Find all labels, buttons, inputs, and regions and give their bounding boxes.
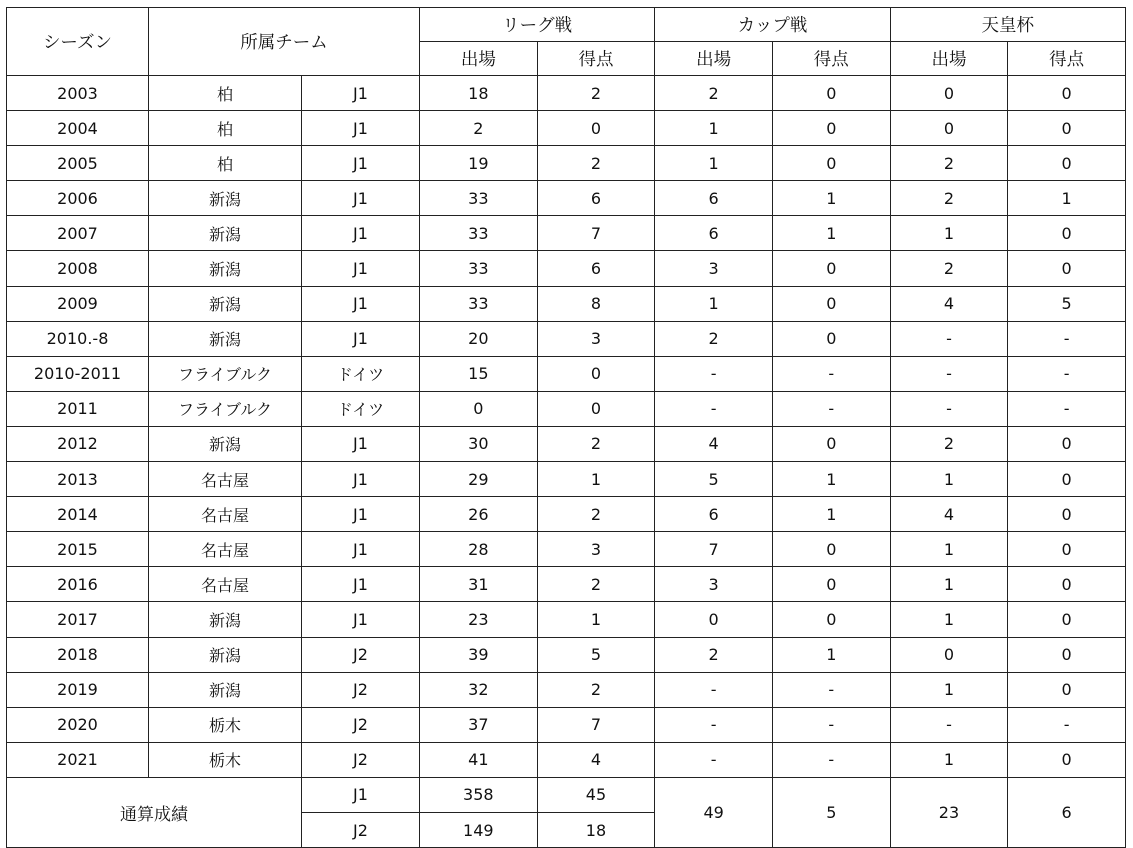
cell-emperor-apps: 1 [890,602,1008,637]
cell-team: 新潟 [149,426,302,461]
cell-league-apps: 33 [420,181,538,216]
cell-emperor-apps: 1 [890,567,1008,602]
cell-emperor-goals: 0 [1008,426,1126,461]
cell-cup-apps: 5 [655,462,773,497]
totals-cup-apps: 49 [655,777,773,847]
table-row [7,532,1126,567]
cell-league-apps: 39 [420,637,538,672]
cell-emperor-apps: 0 [890,637,1008,672]
cell-league-goals: 6 [537,251,655,286]
cell-cup-goals: 1 [772,462,890,497]
cell-emperor-goals: - [1008,707,1126,742]
cell-league-apps: 20 [420,321,538,356]
cell-team: 新潟 [149,181,302,216]
cell-team: 新潟 [149,216,302,251]
cell-league: J1 [302,321,420,356]
cell-emperor-apps: 1 [890,532,1008,567]
cell-season: 2015 [7,532,149,567]
cell-season: 2005 [7,146,149,181]
cell-season: 2004 [7,111,149,146]
table-row [7,76,1126,111]
table-row [7,356,1126,391]
cell-league: J1 [302,251,420,286]
cell-team: 名古屋 [149,462,302,497]
cell-league: J1 [302,567,420,602]
cell-cup-goals: 0 [772,286,890,321]
cell-emperor-apps: 2 [890,181,1008,216]
cell-league-apps: 33 [420,251,538,286]
cell-emperor-apps: 4 [890,497,1008,532]
cell-league-apps: 31 [420,567,538,602]
cell-team: 新潟 [149,602,302,637]
cell-cup-goals: 0 [772,111,890,146]
cell-cup-apps: - [655,742,773,777]
table-row [7,321,1126,356]
cell-emperor-apps: 2 [890,426,1008,461]
totals-emperor-goals: 6 [1008,777,1126,847]
cell-league: J1 [302,286,420,321]
cell-league-apps: 28 [420,532,538,567]
cell-emperor-goals: 0 [1008,462,1126,497]
cell-team: 柏 [149,146,302,181]
cell-cup-apps: 6 [655,216,773,251]
cell-cup-apps: 7 [655,532,773,567]
cell-team: 柏 [149,76,302,111]
header-team: 所属チーム [149,8,420,76]
cell-league: ドイツ [302,391,420,426]
cell-team: フライブルク [149,356,302,391]
cell-cup-goals: 1 [772,637,890,672]
cell-season: 2007 [7,216,149,251]
cell-league-apps: 32 [420,672,538,707]
cell-season: 2018 [7,637,149,672]
cell-cup-apps: 3 [655,251,773,286]
cell-league-goals: 2 [537,426,655,461]
cell-league: J2 [302,672,420,707]
cell-season: 2016 [7,567,149,602]
cell-cup-goals: 0 [772,321,890,356]
cell-emperor-goals: - [1008,356,1126,391]
cell-league-apps: 18 [420,76,538,111]
cell-emperor-goals: 0 [1008,111,1126,146]
cell-league-apps: 33 [420,286,538,321]
cell-cup-apps: 1 [655,146,773,181]
cell-league: ドイツ [302,356,420,391]
totals-label: 通算成績 [7,777,302,847]
cell-league-goals: 2 [537,567,655,602]
cell-emperor-apps: 4 [890,286,1008,321]
cell-emperor-goals: - [1008,391,1126,426]
cell-league-apps: 30 [420,426,538,461]
cell-team: フライブルク [149,391,302,426]
table-row [7,567,1126,602]
header-league-group: リーグ戦 [420,8,655,42]
table-row [7,426,1126,461]
cell-league: J2 [302,637,420,672]
cell-league-goals: 1 [537,602,655,637]
cell-league-apps: 2 [420,111,538,146]
cell-emperor-apps: 0 [890,111,1008,146]
header-emperor-group: 天皇杯 [890,8,1125,42]
table-row [7,672,1126,707]
cell-cup-apps: 2 [655,637,773,672]
cell-emperor-goals: - [1008,321,1126,356]
header-cup-group: カップ戦 [655,8,890,42]
cell-league-goals: 3 [537,321,655,356]
cell-season: 2010-2011 [7,356,149,391]
cell-league: J1 [302,111,420,146]
cell-cup-apps: 1 [655,286,773,321]
cell-emperor-goals: 0 [1008,251,1126,286]
cell-cup-apps: - [655,356,773,391]
cell-league-goals: 0 [537,391,655,426]
cell-season: 2010.-8 [7,321,149,356]
table-row [7,391,1126,426]
cell-cup-goals: - [772,742,890,777]
cell-league-apps: 23 [420,602,538,637]
cell-team: 栃木 [149,707,302,742]
header-cup-goals: 得点 [772,42,890,76]
cell-emperor-apps: 1 [890,462,1008,497]
cell-league-apps: 29 [420,462,538,497]
table-totals [7,777,1126,847]
cell-emperor-goals: 0 [1008,76,1126,111]
cell-league-goals: 7 [537,216,655,251]
cell-league: J1 [302,146,420,181]
totals-j2-league: J2 [302,812,420,847]
cell-league: J1 [302,462,420,497]
cell-cup-apps: 6 [655,181,773,216]
cell-team: 新潟 [149,637,302,672]
cell-emperor-apps: 0 [890,76,1008,111]
cell-league-apps: 33 [420,216,538,251]
cell-league-goals: 2 [537,146,655,181]
totals-j1-apps: 358 [420,777,538,812]
cell-cup-goals: 0 [772,567,890,602]
cell-emperor-apps: 2 [890,251,1008,286]
cell-emperor-apps: 1 [890,742,1008,777]
cell-cup-goals: 0 [772,146,890,181]
cell-league: J1 [302,532,420,567]
cell-league-apps: 0 [420,391,538,426]
header-emperor-apps: 出場 [890,42,1008,76]
table-row [7,462,1126,497]
cell-league-goals: 5 [537,637,655,672]
cell-cup-apps: - [655,391,773,426]
cell-season: 2003 [7,76,149,111]
cell-season: 2011 [7,391,149,426]
cell-cup-apps: 6 [655,497,773,532]
cell-league-goals: 6 [537,181,655,216]
cell-emperor-goals: 0 [1008,672,1126,707]
cell-season: 2020 [7,707,149,742]
cell-season: 2021 [7,742,149,777]
cell-emperor-apps: - [890,707,1008,742]
table-row [7,602,1126,637]
cell-emperor-apps: - [890,356,1008,391]
cell-emperor-apps: 1 [890,672,1008,707]
cell-team: 名古屋 [149,532,302,567]
cell-emperor-goals: 0 [1008,216,1126,251]
cell-season: 2012 [7,426,149,461]
cell-emperor-apps: - [890,321,1008,356]
cell-team: 栃木 [149,742,302,777]
cell-emperor-goals: 0 [1008,146,1126,181]
table-row [7,286,1126,321]
cell-league-goals: 2 [537,672,655,707]
career-stats-table [6,7,1126,848]
cell-league: J2 [302,742,420,777]
cell-season: 2017 [7,602,149,637]
cell-emperor-goals: 5 [1008,286,1126,321]
totals-cup-goals: 5 [772,777,890,847]
cell-league: J1 [302,76,420,111]
cell-cup-goals: 0 [772,532,890,567]
cell-cup-goals: - [772,672,890,707]
header-row-top [7,8,1126,42]
totals-j2-goals: 18 [537,812,655,847]
cell-cup-goals: 1 [772,497,890,532]
totals-emperor-apps: 23 [890,777,1008,847]
cell-emperor-apps: 1 [890,216,1008,251]
header-league-goals: 得点 [537,42,655,76]
cell-league: J1 [302,216,420,251]
cell-emperor-goals: 0 [1008,602,1126,637]
cell-league-goals: 2 [537,497,655,532]
table-header [7,8,1126,76]
cell-cup-goals: 0 [772,426,890,461]
cell-team: 新潟 [149,286,302,321]
cell-season: 2013 [7,462,149,497]
cell-season: 2019 [7,672,149,707]
cell-cup-goals: - [772,707,890,742]
cell-cup-goals: - [772,391,890,426]
table-row [7,181,1126,216]
cell-league-goals: 4 [537,742,655,777]
cell-emperor-goals: 0 [1008,532,1126,567]
table-row [7,497,1126,532]
cell-emperor-goals: 0 [1008,567,1126,602]
cell-team: 柏 [149,111,302,146]
cell-league-goals: 7 [537,707,655,742]
cell-league-goals: 2 [537,76,655,111]
cell-league-apps: 41 [420,742,538,777]
cell-team: 新潟 [149,672,302,707]
cell-season: 2006 [7,181,149,216]
table-row [7,251,1126,286]
cell-team: 新潟 [149,251,302,286]
table-row [7,216,1126,251]
header-cup-apps: 出場 [655,42,773,76]
cell-cup-goals: 0 [772,251,890,286]
cell-season: 2014 [7,497,149,532]
cell-league-apps: 15 [420,356,538,391]
table-row [7,637,1126,672]
cell-league-goals: 1 [537,462,655,497]
cell-cup-goals: 1 [772,216,890,251]
cell-cup-apps: - [655,707,773,742]
cell-league: J1 [302,181,420,216]
cell-season: 2008 [7,251,149,286]
totals-j1-goals: 45 [537,777,655,812]
header-league-apps: 出場 [420,42,538,76]
cell-league: J1 [302,602,420,637]
cell-league-apps: 26 [420,497,538,532]
cell-cup-apps: 4 [655,426,773,461]
cell-league-goals: 8 [537,286,655,321]
cell-cup-apps: 0 [655,602,773,637]
cell-cup-apps: 2 [655,76,773,111]
totals-j2-apps: 149 [420,812,538,847]
cell-league-goals: 0 [537,111,655,146]
cell-team: 名古屋 [149,497,302,532]
cell-cup-goals: 0 [772,76,890,111]
cell-cup-apps: - [655,672,773,707]
cell-emperor-apps: - [890,391,1008,426]
cell-cup-goals: - [772,356,890,391]
totals-j1-league: J1 [302,777,420,812]
cell-league: J2 [302,707,420,742]
header-emperor-goals: 得点 [1008,42,1126,76]
cell-emperor-apps: 2 [890,146,1008,181]
cell-cup-apps: 3 [655,567,773,602]
table-row [7,742,1126,777]
cell-league: J1 [302,426,420,461]
cell-emperor-goals: 0 [1008,742,1126,777]
cell-season: 2009 [7,286,149,321]
table-row [7,111,1126,146]
cell-cup-goals: 0 [772,602,890,637]
cell-cup-apps: 2 [655,321,773,356]
cell-emperor-goals: 0 [1008,497,1126,532]
cell-cup-goals: 1 [772,181,890,216]
table-row [7,146,1126,181]
header-season: シーズン [7,8,149,76]
cell-cup-apps: 1 [655,111,773,146]
cell-emperor-goals: 1 [1008,181,1126,216]
cell-league-apps: 37 [420,707,538,742]
cell-team: 新潟 [149,321,302,356]
cell-league-goals: 0 [537,356,655,391]
cell-league-goals: 3 [537,532,655,567]
cell-league: J1 [302,497,420,532]
cell-league-apps: 19 [420,146,538,181]
cell-team: 名古屋 [149,567,302,602]
table-body [7,76,1126,778]
table-row [7,707,1126,742]
cell-emperor-goals: 0 [1008,637,1126,672]
totals-row-j1 [7,777,1126,812]
